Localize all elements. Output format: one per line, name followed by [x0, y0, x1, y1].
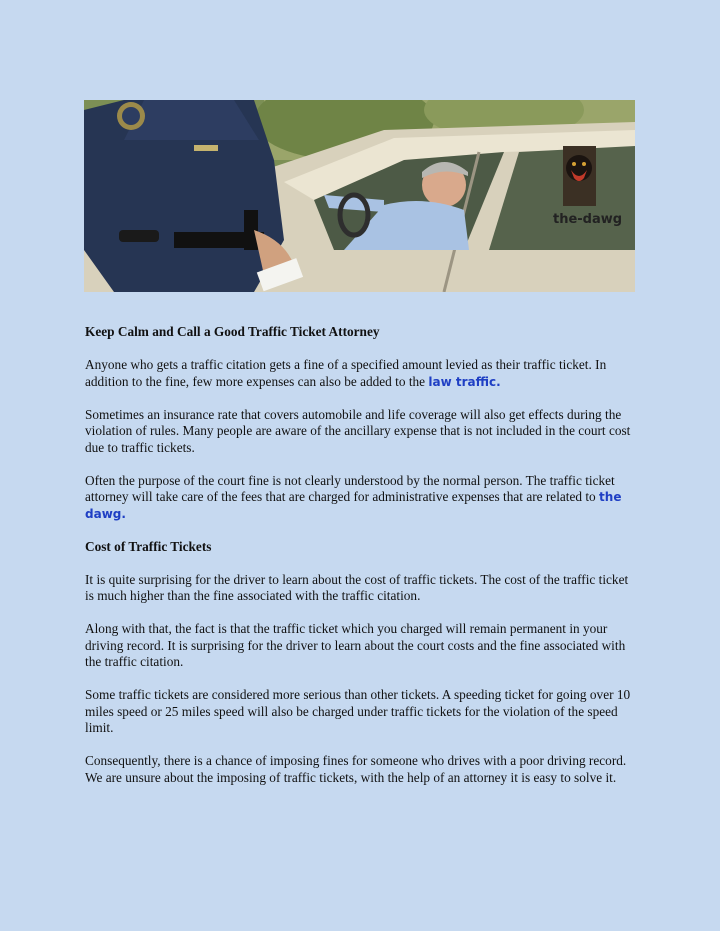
hero-photo	[84, 100, 635, 292]
article-heading-1: Keep Calm and Call a Good Traffic Ticket Attorney	[85, 324, 380, 339]
paragraph-1-text: Anyone who gets a traffic citation gets a fine of a specified amount levied as their traffic ticket. In addition to the fine, few more expenses can also be added to the	[85, 357, 607, 389]
the-dawg-link[interactable]: the dawg.	[85, 490, 622, 521]
article-body	[85, 324, 640, 803]
article-heading-2: Cost of Traffic Tickets	[85, 538, 212, 554]
paragraph-3	[85, 473, 640, 523]
paragraph-7: Consequently, there is a chance of imposing fines for someone who drives with a poor driving record. We are unsure about the imposing of traffic tickets, with the help of an attorney it is easy to solve it.	[85, 753, 627, 785]
traffic-stop-illustration	[84, 100, 635, 292]
paragraph-6: Some traffic tickets are considered more serious than other tickets. A speeding ticket for going over 10 miles speed or 25 miles speed will also be charged under traffic tickets for the violation of the speed limit.	[85, 687, 631, 735]
paragraph-1	[85, 357, 640, 390]
watermark-label: the-dawg	[553, 212, 623, 227]
paragraph-2: Sometimes an insurance rate that covers automobile and life coverage will also get effects during the violation of rules. Many people are aware of the ancillary expense that is not included in the court cost due to traffic tickets.	[85, 406, 631, 455]
paragraph-5: Along with that, the fact is that the traffic ticket which you charged will remain permanent in your driving record. It is surprising for the driver to learn about the court costs and the fine associated with the traffic citation.	[85, 621, 626, 669]
paragraph-3-text: Often the purpose of the court fine is not clearly understood by the normal person. The traffic ticket attorney will take care of the fees that are charged for administrative expenses that are related to	[85, 472, 615, 504]
paragraph-4: It is quite surprising for the driver to learn about the cost of traffic tickets. The cost of the traffic ticket is much higher than the fine associated with the traffic citation.	[85, 571, 629, 603]
law-traffic-link[interactable]: law traffic.	[428, 374, 501, 389]
